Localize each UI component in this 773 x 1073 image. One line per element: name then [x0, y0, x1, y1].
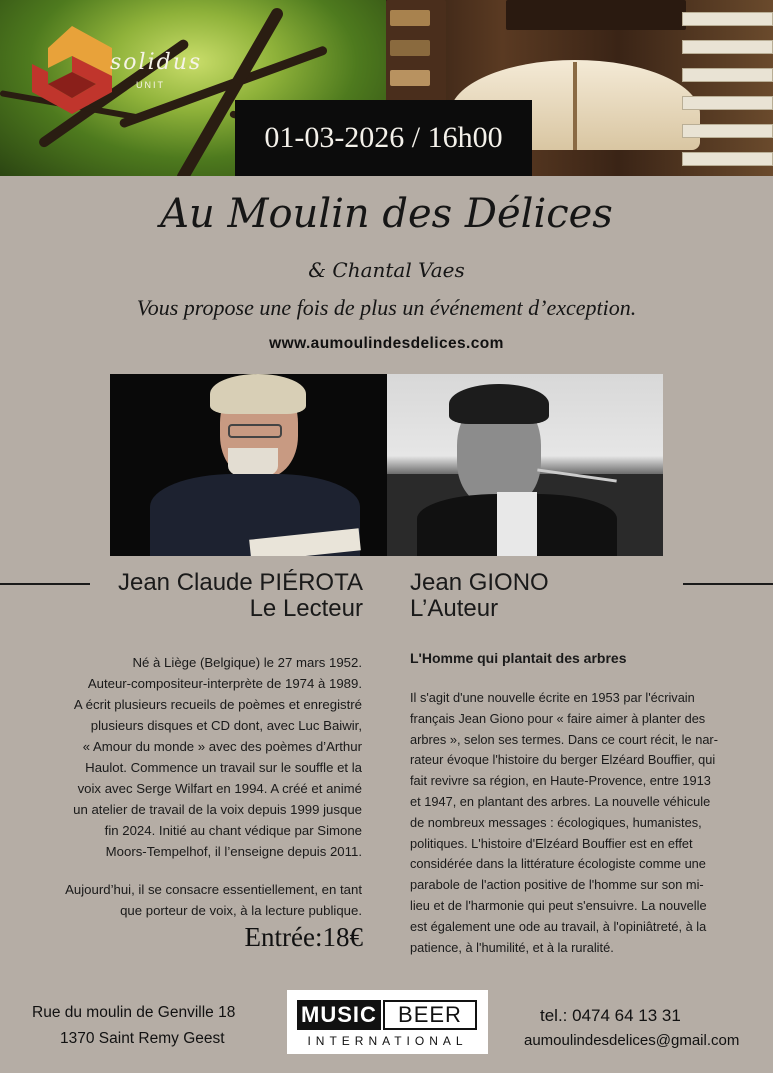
reader-role: Le Lecteur	[249, 595, 363, 622]
summary-line: et 1947, en plantant des arbres. La nouvelle véhicule	[410, 793, 711, 809]
author-name: Jean GIONO	[410, 569, 549, 596]
summary-line: fait revivre sa région, en Haute-Provence, entre 1913	[410, 773, 711, 789]
summary-line: politiques. L'histoire d'Elzéard Bouffier est en effet	[410, 835, 693, 851]
venue-title: Au Moulin des Délices	[160, 191, 613, 237]
summary-line: patience, à l'humilité, et à la ruralité.	[410, 939, 614, 955]
summary-line: Il s'agit d'une nouvelle écrite en 1953 par l'écrivain	[410, 690, 695, 705]
reader-bio-line: Haulot. Commence un travail sur le souffle et la	[85, 760, 362, 775]
reader-bio-line: A écrit plusieurs recueils de poèmes et enregistré	[73, 697, 362, 712]
reader-bio-line: « Amour du monde » avec des poèmes d’Arthur	[82, 739, 362, 754]
address-line-1: Rue du moulin de Genville 18	[32, 1004, 236, 1021]
author-photo	[387, 374, 663, 556]
sponsor-international: INTERNATIONAL	[307, 1034, 468, 1048]
reader-bio-line: plusieurs disques et CD dont, avec Luc Baiwir,	[90, 718, 362, 733]
summary-line: de nombreux messages : écologiques, humanistes,	[410, 814, 702, 830]
book-title: L'Homme qui plantait des arbres	[410, 650, 627, 666]
music-beer-international-logo	[287, 990, 488, 1054]
summary-line: arbres », selon ses termes. Dans ce court récit, le nar-	[410, 731, 718, 747]
left-divider	[0, 583, 90, 585]
summary-line: français Jean Giono pour « faire aimer à planter des	[410, 710, 706, 726]
sponsor-music: MUSIC	[297, 1000, 381, 1030]
header-banner	[0, 0, 773, 176]
entry-price: Entrée:18€	[244, 922, 363, 952]
right-divider	[683, 583, 773, 585]
reader-bio-line: Moors-Tempelhof, il l’enseigne depuis 2011.	[105, 844, 362, 859]
logo-subtitle: UNIT	[136, 80, 165, 90]
logo-wordmark: solidus	[110, 50, 203, 75]
email-link[interactable]: aumoulindesdelices@gmail.com	[524, 1032, 740, 1049]
reader-bio-paragraph-2	[30, 879, 362, 921]
summary-line: lieu et de l'harmonie qui peut s'ensuivre. La nouvelle	[410, 897, 707, 913]
summary-line: est également une ode au travail, à l'opiniâtreté, à la	[410, 918, 707, 934]
address-line-2: 1370 Saint Remy Geest	[60, 1030, 225, 1047]
reader-bio-line: Aujourd’hui, il se consacre essentiellement, en tant	[65, 882, 362, 897]
reader-name-block	[118, 570, 363, 622]
reader-bio-line: voix avec Serge Wilfart en 1994. A créé et animé	[77, 781, 362, 796]
reader-bio	[30, 652, 362, 921]
sponsor-beer: BEER	[383, 1000, 477, 1030]
reader-bio-line: Auteur-compositeur-interprète de 1974 à 1989.	[87, 676, 362, 691]
book-summary	[410, 688, 740, 958]
host-subtitle: & Chantal Vaes	[308, 258, 465, 282]
reader-photo	[110, 374, 387, 556]
summary-line: parabole de l'action positive de l'homme sur son mi-	[410, 877, 704, 893]
tagline: Vous propose une fois de plus un événement d’exception.	[136, 295, 637, 320]
phone-number[interactable]: tel.: 0474 64 13 31	[540, 1006, 681, 1025]
reader-bio-line: un atelier de travail de la voix depuis 1999 jusque	[73, 802, 362, 817]
reader-name: Jean Claude PIÉROTA	[117, 569, 363, 596]
author-name-block	[410, 570, 549, 622]
author-role: L’Auteur	[410, 595, 499, 622]
event-date-time: 01-03-2026 / 16h00	[235, 100, 532, 176]
website-link[interactable]: www.aumoulindesdelices.com	[269, 335, 504, 352]
summary-line: rateur évoque l'histoire du berger Elzéard Bouffier, qui	[410, 752, 716, 768]
reader-bio-paragraph	[30, 652, 362, 862]
reader-bio-line: Né à Liège (Belgique) le 27 mars 1952.	[132, 655, 362, 670]
reader-bio-line: que porteur de voix, à la lecture publique.	[120, 903, 362, 918]
summary-line: considérée dans la littérature écologiste comme une	[410, 856, 706, 872]
reader-bio-line: fin 2024. Initié au chant védique par Simone	[104, 823, 362, 838]
solidus-logo-icon	[28, 22, 116, 118]
